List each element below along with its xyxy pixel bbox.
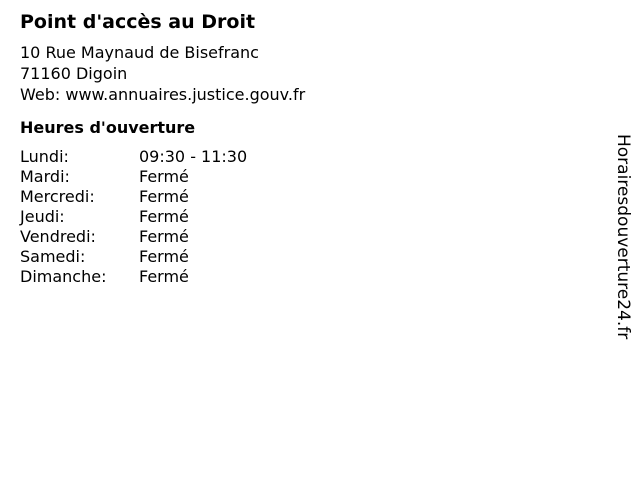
day-label: Dimanche: [20,267,107,286]
hours-table [20,147,580,287]
day-hours: Fermé [139,187,189,206]
hours-heading: Heures d'ouverture [20,118,196,137]
day-hours: Fermé [139,167,189,186]
website-text: Web: www.annuaires.justice.gouv.fr [20,85,306,104]
address-city: 71160 Digoin [20,64,128,83]
site-watermark: Horairesdouverture24.fr [613,134,633,340]
day-hours: Fermé [139,207,189,226]
day-label: Vendredi: [20,227,96,246]
day-hours: Fermé [139,227,189,246]
hours-row-saturday [20,247,580,267]
address-block [20,42,580,105]
day-label: Mercredi: [20,187,95,206]
day-hours: Fermé [139,247,189,266]
hours-row-thursday [20,207,580,227]
day-label: Lundi: [20,147,69,166]
day-hours: 09:30 - 11:30 [139,147,248,166]
hours-row-tuesday [20,167,580,187]
hours-row-sunday [20,267,580,287]
day-label: Jeudi: [20,207,65,226]
day-label: Mardi: [20,167,70,186]
hours-row-monday [20,147,580,167]
address-street: 10 Rue Maynaud de Bisefranc [20,43,259,62]
listing-card [20,9,580,287]
day-label: Samedi: [20,247,86,266]
page-title: Point d'accès au Droit [20,11,256,33]
hours-row-friday [20,227,580,247]
hours-row-wednesday [20,187,580,207]
day-hours: Fermé [139,267,189,286]
